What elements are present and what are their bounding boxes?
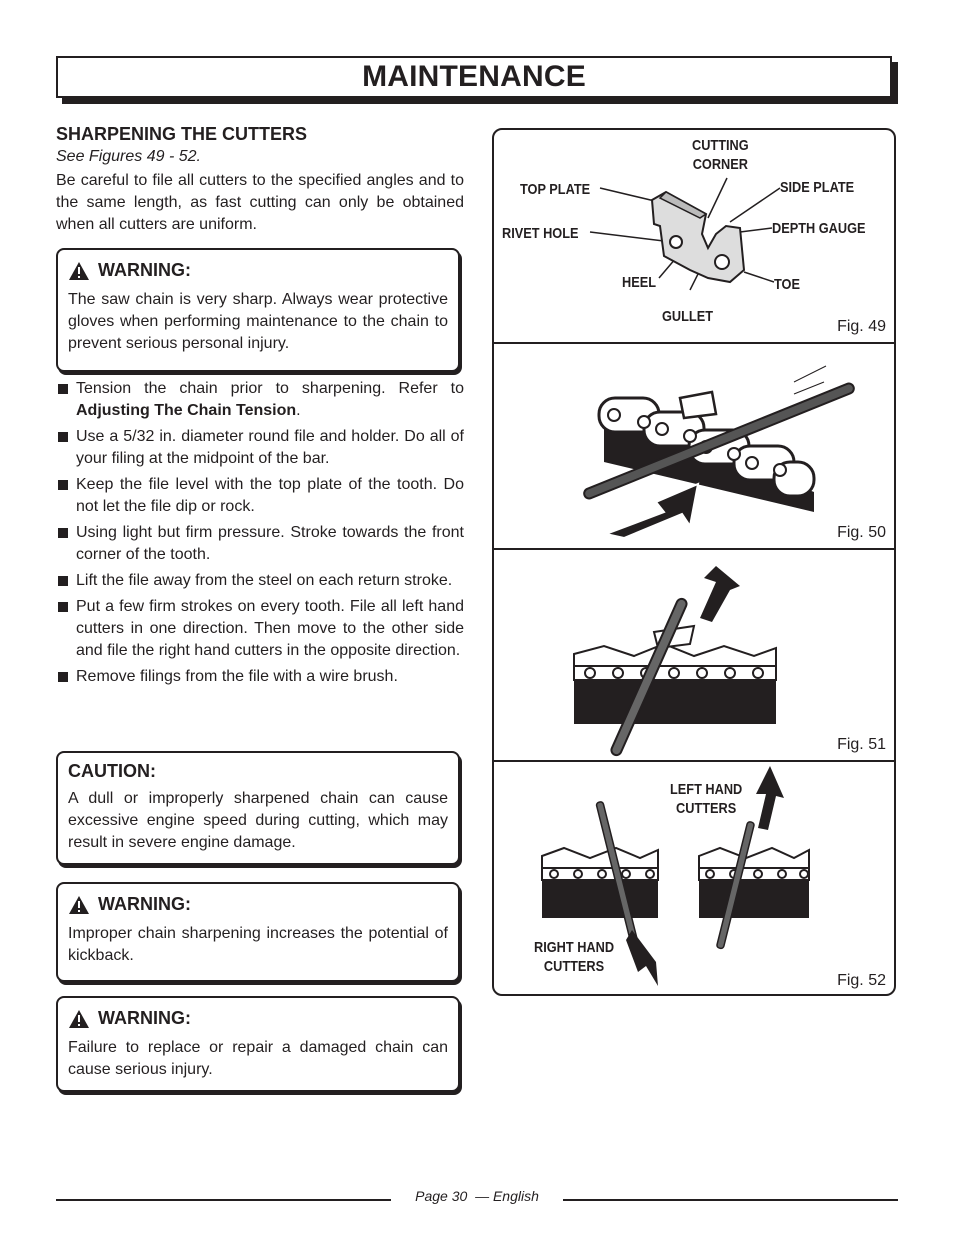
callout-gullet: GULLET	[662, 308, 713, 325]
list-item-text: Lift the file away from the steel on each return stroke.	[76, 572, 453, 589]
page-title: MAINTENANCE	[362, 60, 586, 93]
figures-panel	[492, 128, 896, 996]
list-item	[56, 522, 464, 566]
warning-header	[68, 1008, 458, 1029]
caution-label: CAUTION:	[68, 761, 156, 781]
warning-label: WARNING:	[98, 260, 191, 280]
list-item	[56, 596, 464, 662]
instruction-list	[56, 378, 464, 692]
callout-rivet-hole: RIVET HOLE	[502, 225, 579, 242]
list-item	[56, 378, 464, 422]
callout-top-plate: TOP PLATE	[520, 181, 591, 198]
caution-header	[68, 761, 458, 782]
page-language: — English	[475, 1188, 539, 1204]
page-footer	[56, 1188, 898, 1208]
bullet-square-icon	[58, 480, 68, 490]
callout-toe: TOE	[774, 276, 800, 293]
list-item-tail: .	[296, 402, 301, 419]
warning-text: Improper chain sharpening increases the potential of kickback.	[68, 925, 448, 964]
warning-text: The saw chain is very sharp. Always wear protective gloves when performing maintenance to the chain to prevent serious personal injury.	[68, 291, 448, 352]
warning-header	[68, 894, 458, 915]
figure-label: Fig. 51	[837, 736, 886, 753]
file-angle-diagram	[494, 548, 896, 760]
list-item	[56, 570, 464, 592]
figure-49	[494, 130, 894, 344]
warning-header	[68, 260, 458, 281]
figure-label: Fig. 49	[837, 318, 886, 335]
page-number-text: Page 30	[415, 1188, 468, 1204]
warning-text: Failure to replace or repair a damaged chain can cause serious injury.	[68, 1039, 448, 1078]
warning-box-damaged-chain	[56, 996, 460, 1092]
warning-triangle-icon	[68, 1009, 90, 1029]
page-number	[56, 1188, 898, 1204]
warning-triangle-icon	[68, 261, 90, 281]
list-item-text: Keep the file level with the top plate of the tooth. Do not let the file dip or rock.	[76, 476, 464, 515]
bullet-square-icon	[58, 602, 68, 612]
list-item-text: Use a 5/32 in. diameter round file and holder. Do all of your filing at the midpoint of the bar.	[76, 428, 464, 467]
callout-side-plate: SIDE PLATE	[780, 179, 855, 196]
list-item-text: Using light but firm pressure. Stroke towards the front corner of the tooth.	[76, 524, 464, 563]
see-figures-note: See Figures 49 - 52.	[56, 148, 201, 165]
list-item	[56, 666, 464, 688]
warning-label: WARNING:	[98, 894, 191, 914]
list-item-text: Put a few firm strokes on every tooth. File all left hand cutters in one direction. Then move to the other side and file the right hand cutters in the opposite direction.	[76, 598, 464, 659]
callout-heel: HEEL	[622, 274, 657, 291]
callout-left-hand-cutters: LEFT HAND CUTTERS	[670, 781, 743, 817]
callout-depth-gauge: DEPTH GAUGE	[772, 220, 866, 237]
list-item-text: Tension the chain prior to sharpening. Refer to	[76, 380, 464, 397]
bullet-square-icon	[58, 384, 68, 394]
file-on-chain-diagram	[494, 342, 896, 548]
figure-51	[494, 548, 894, 762]
list-item-bold: Adjusting The Chain Tension	[76, 402, 297, 419]
figure-label: Fig. 50	[837, 524, 886, 541]
callout-right-hand-cutters: RIGHT HAND CUTTERS	[534, 939, 615, 975]
title-box	[56, 56, 892, 98]
warning-triangle-icon	[68, 895, 90, 915]
bullet-square-icon	[58, 576, 68, 586]
page-title-banner	[56, 56, 892, 98]
warning-box-gloves	[56, 248, 460, 372]
list-item	[56, 474, 464, 518]
bullet-square-icon	[58, 528, 68, 538]
section-title: SHARPENING THE CUTTERS	[56, 124, 308, 144]
figure-label: Fig. 52	[837, 972, 886, 989]
figure-52	[494, 760, 894, 996]
bullet-square-icon	[58, 432, 68, 442]
bullet-square-icon	[58, 672, 68, 682]
list-item-text: Remove filings from the file with a wire brush.	[76, 668, 398, 685]
caution-box	[56, 751, 460, 865]
warning-label: WARNING:	[98, 1008, 191, 1028]
section-intro	[56, 122, 464, 236]
intro-paragraph: Be careful to file all cutters to the specified angles and to the same length, as fast cutting can only be obtained when all cutters are uniform.	[56, 172, 464, 233]
list-item	[56, 426, 464, 470]
caution-text: A dull or improperly sharpened chain can cause excessive engine speed during cutting, which may result in severe engine damage.	[68, 790, 448, 851]
warning-box-kickback	[56, 882, 460, 982]
figure-50	[494, 342, 894, 550]
callout-cutting-corner: CUTTING CORNER	[692, 137, 749, 173]
